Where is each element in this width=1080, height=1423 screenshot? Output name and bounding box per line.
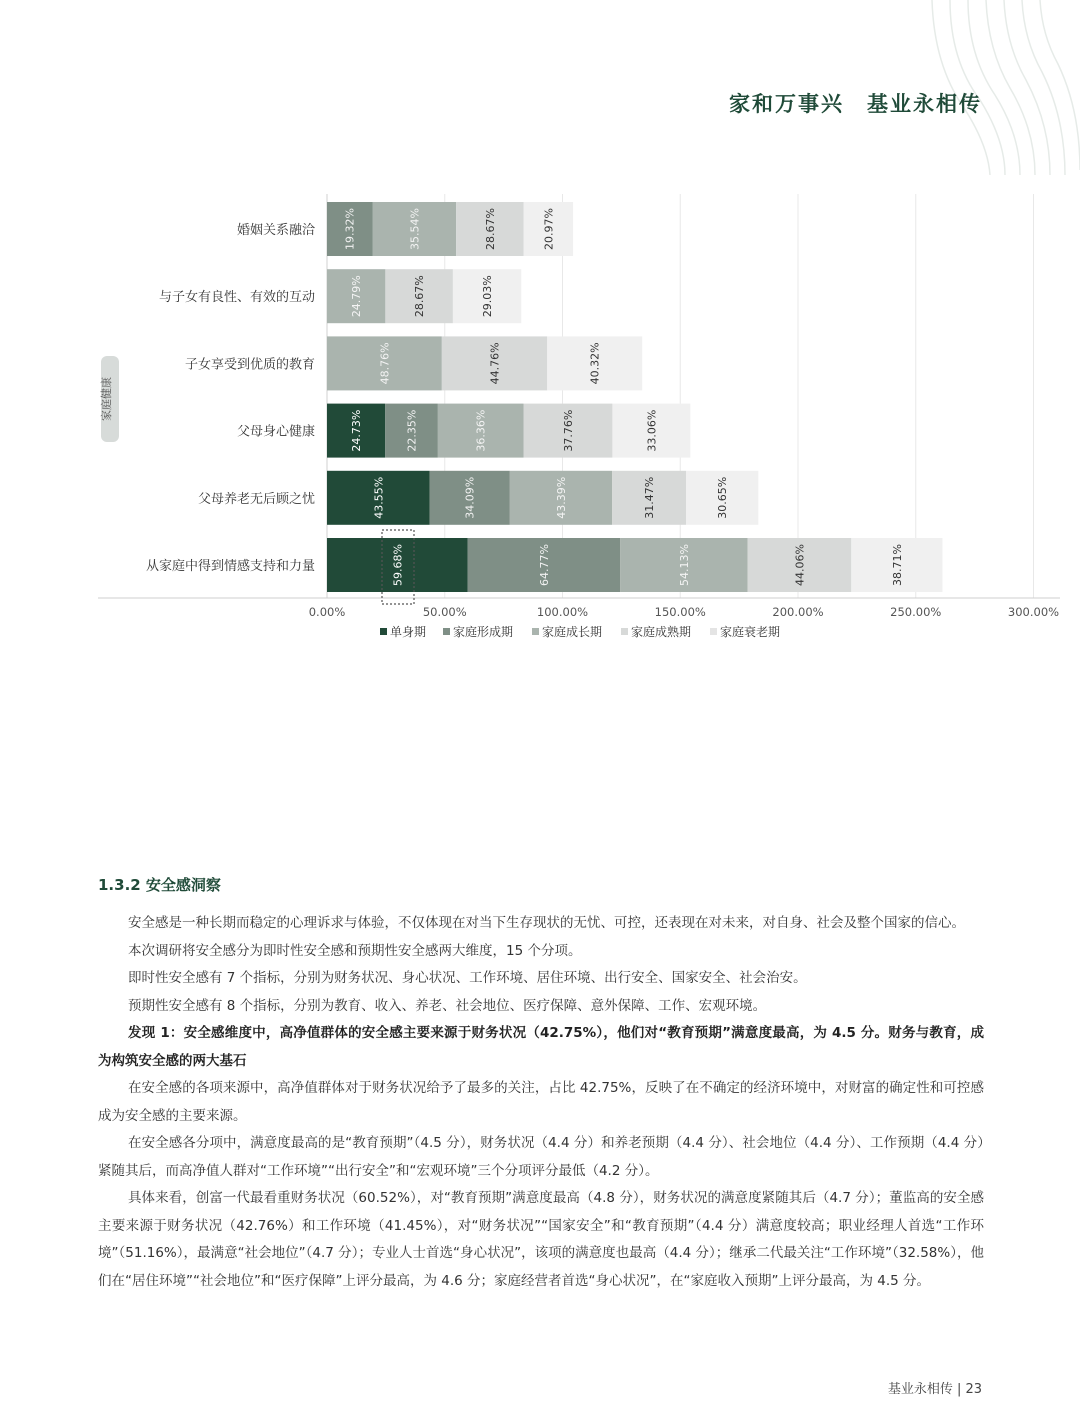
body-paragraph: 具体来看，创富一代最看重财务状况（60.52%），对“教育预期”满意度最高（4.8 分），财务状况的满意度紧随其后（4.7 分）；董监高的安全感主要来源于财务状况（42.76%）和工作环境（41.45%），对“财务状况”“国家安全”和“教育预期”（4.4 分）满意度较高；职业经理人首选“工作环境”（51.16%），最满意“社会地位”（4.7 分）；专业人士首选“身心状况”，该项的满意度也最高（4.4 分）；继承二代最关注“工作环境”（32.58%），他们在“居住环境”“社会地位”和“医疗保障”上评分最高，为 4.6 分；家庭经营者首选“身心状况”，在“家庭收入预期”上评分最高，为 4.5 分。 — [98, 1190, 984, 1289]
legend-swatch — [443, 628, 450, 635]
legend-swatch — [532, 628, 539, 635]
section-body — [98, 910, 984, 1295]
data-label: 24.73% — [350, 409, 364, 452]
data-label: 29.03% — [481, 275, 495, 318]
data-label: 48.76% — [378, 342, 392, 385]
x-tick-label: 150.00% — [654, 605, 706, 619]
data-label: 35.54% — [408, 208, 422, 250]
legend-label: 家庭衰老期 — [720, 625, 781, 639]
data-label: 31.47% — [643, 476, 657, 519]
page-header-title: 家和万事兴 基业永相传 — [729, 92, 982, 116]
data-label: 44.06% — [793, 544, 807, 586]
category-label: 与子女有良性、有效的互动 — [158, 290, 315, 306]
data-label: 24.79% — [350, 275, 364, 318]
legend-label: 家庭形成期 — [453, 625, 514, 639]
category-label: 子女享受到优质的教育 — [184, 357, 315, 373]
data-label: 64.77% — [537, 544, 551, 586]
data-label: 37.76% — [561, 409, 575, 452]
data-label: 38.71% — [890, 544, 904, 586]
data-label: 34.09% — [463, 476, 477, 519]
body-paragraph: 本次调研将安全感分为即时性安全感和预期性安全感两大维度，15 个分项。 — [128, 942, 582, 959]
data-label: 59.68% — [391, 544, 405, 586]
body-paragraph: 在安全感各分项中，满意度最高的是“教育预期”（4.5 分），财务状况（4.4 分）和养老预期（4.4 分）、社会地位（4.4 分）、工作预期（4.4 分）紧随其后，而高净值人群对“工作环境”“出行安全”和“宏观环境”三个分项评分最低（4.2 分）。 — [98, 1135, 984, 1179]
x-tick-label: 0.00% — [308, 605, 346, 619]
section-title: 1.3.2 安全感洞察 — [98, 876, 221, 894]
body-paragraph: 预期性安全感有 8 个指标，分别为教育、收入、养老、社会地位、医疗保障、意外保障、工作、宏观环境。 — [128, 997, 767, 1014]
legend-swatch — [380, 628, 387, 635]
data-label: 54.13% — [677, 544, 691, 586]
data-label: 43.39% — [554, 476, 568, 519]
x-tick-label: 200.00% — [772, 605, 824, 619]
category-label: 从家庭中得到情感支持和力量 — [145, 559, 315, 574]
group-tag-label: 家庭健康 — [100, 377, 113, 421]
data-label: 33.06% — [645, 409, 659, 452]
data-label: 43.55% — [372, 476, 386, 519]
page-footer: 基业永相传 | 23 — [887, 1382, 982, 1397]
x-tick-label: 50.00% — [422, 605, 467, 619]
data-label: 40.32% — [588, 342, 602, 385]
legend-label: 家庭成熟期 — [631, 625, 692, 639]
data-label: 44.76% — [488, 342, 502, 385]
stacked-bar-chart — [0, 180, 1080, 660]
category-label: 父母养老无后顾之忧 — [197, 491, 315, 507]
data-label: 30.65% — [716, 476, 730, 519]
data-label: 28.67% — [413, 275, 427, 318]
legend-swatch — [621, 628, 628, 635]
x-tick-label: 100.00% — [536, 605, 589, 619]
data-label: 19.32% — [343, 208, 357, 250]
body-paragraph: 即时性安全感有 7 个指标，分别为财务状况、身心状况、工作环境、居住环境、出行安全、国家安全、社会治安。 — [128, 970, 807, 986]
category-label: 父母身心健康 — [236, 424, 315, 440]
body-paragraph: 在安全感的各项来源中，高净值群体对于财务状况给予了最多的关注，占比 42.75%，反映了在不确定的经济环境中，对财富的确定性和可控感成为安全感的主要来源。 — [98, 1080, 984, 1124]
legend-label: 家庭成长期 — [542, 625, 603, 639]
finding-heading: 发现 1：安全感维度中，高净值群体的安全感主要来源于财务状况（42.75%），他们对“教育预期”满意度最高，为 4.5 分。财务与教育，成为构筑安全感的两大基石 — [98, 1025, 984, 1069]
data-label: 28.67% — [483, 208, 497, 250]
legend-swatch — [710, 628, 717, 635]
body-paragraph: 安全感是一种长期而稳定的心理诉求与体验，不仅体现在对当下生存现状的无忧、可控，还表现在对未来，对自身、社会及整个国家的信心。 — [128, 915, 965, 931]
x-tick-label: 250.00% — [890, 605, 942, 619]
category-label: 婚姻关系融洽 — [236, 223, 315, 238]
x-tick-label: 300.00% — [1007, 605, 1060, 619]
data-label: 22.35% — [405, 409, 419, 452]
data-label: 20.97% — [542, 208, 556, 250]
data-label: 36.36% — [474, 409, 488, 452]
legend-label: 单身期 — [390, 625, 427, 639]
